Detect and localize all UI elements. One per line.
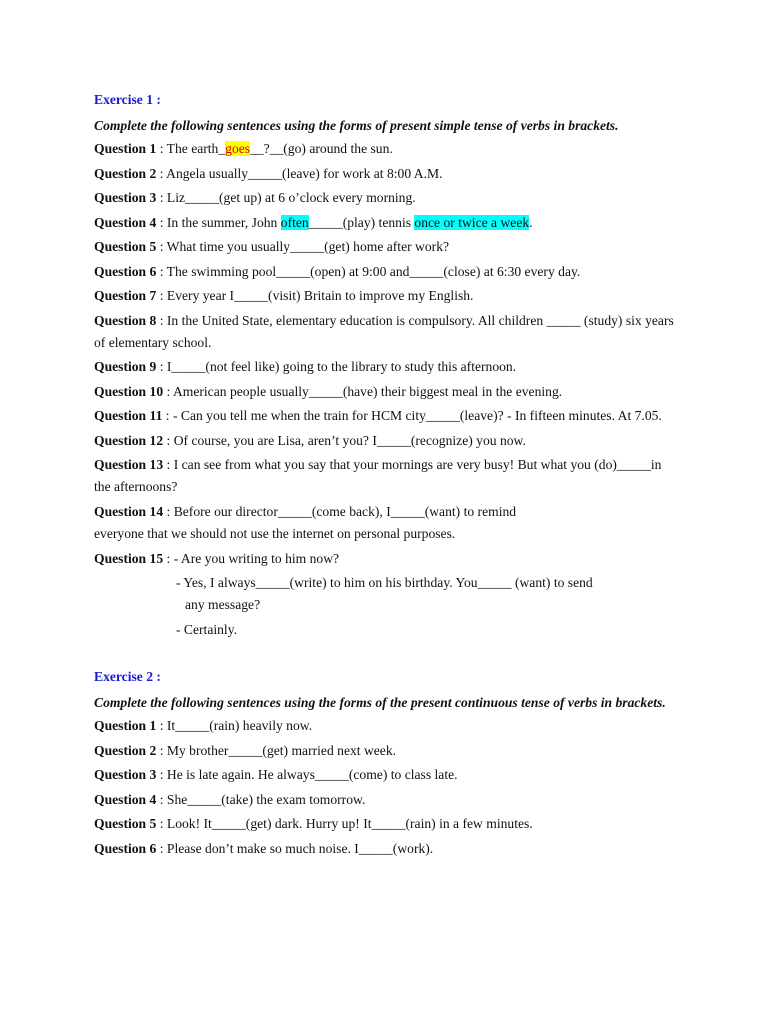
question-text: : Look! It_____(get) dark. Hurry up! It_____(rain) in a few minutes. bbox=[156, 816, 533, 831]
question-text: : The swimming pool_____(open) at 9:00 and_____(close) at 6:30 every day. bbox=[156, 263, 581, 279]
question-label: Question 4 bbox=[94, 791, 157, 807]
ex1-question-15-reply bbox=[94, 572, 674, 616]
ex1-question-14-continuation: everyone that we should not use the internet on personal purposes. bbox=[94, 526, 456, 541]
ex1-question-1 bbox=[94, 138, 674, 160]
question-label: Question 8 bbox=[94, 312, 157, 328]
ex2-question-4 bbox=[94, 789, 674, 811]
question-label: Question 6 bbox=[94, 263, 157, 279]
ex1-question-5 bbox=[94, 236, 674, 258]
section-spacer bbox=[94, 643, 674, 667]
ex1-question-2 bbox=[94, 163, 674, 185]
document-page bbox=[94, 90, 674, 862]
question-label: Question 5 bbox=[94, 816, 157, 831]
question-text: : I_____(not feel like) going to the library to study this afternoon. bbox=[156, 359, 517, 374]
question-label: Question 5 bbox=[94, 239, 157, 254]
question-text: : My brother_____(get) married next week. bbox=[156, 742, 397, 758]
highlighted-answer: goes bbox=[225, 141, 251, 156]
ex1-question-3 bbox=[94, 187, 674, 209]
ex2-question-1 bbox=[94, 715, 674, 737]
ex1-question-15-answer: - Certainly. bbox=[176, 621, 238, 637]
exercise-1-title: Exercise 1 : bbox=[94, 92, 161, 107]
question-label: Question 10 bbox=[94, 383, 164, 399]
exercise-2-title: Exercise 2 : bbox=[94, 669, 161, 684]
exercise-1-instruction: Complete the following sentences using the forms of present simple tense of verbs in brackets. bbox=[94, 118, 619, 133]
ex1-question-4 bbox=[94, 212, 674, 234]
ex1-question-7 bbox=[94, 285, 674, 307]
question-text: : I can see from what you say that your mornings are very busy! But what you (do)_____in the afternoons? bbox=[94, 457, 662, 494]
question-text: : Every year I_____(visit) Britain to improve my English. bbox=[156, 288, 474, 303]
question-label: Question 1 bbox=[94, 141, 157, 156]
question-label: Question 15 bbox=[94, 550, 164, 566]
question-label: Question 3 bbox=[94, 190, 157, 205]
ex1-question-15 bbox=[94, 548, 674, 570]
question-text: : Of course, you are Lisa, aren’t you? I_____(recognize) you now. bbox=[163, 432, 526, 448]
question-text: : Angela usually_____(leave) for work at 8:00 A.M. bbox=[156, 165, 443, 181]
question-text: : American people usually_____(have) their biggest meal in the evening. bbox=[163, 383, 563, 399]
question-label: Question 7 bbox=[94, 288, 157, 303]
ex1-question-12 bbox=[94, 430, 674, 452]
reply-line-continued: any message? bbox=[185, 597, 261, 612]
question-label: Question 14 bbox=[94, 503, 164, 519]
question-label: Question 2 bbox=[94, 742, 157, 758]
ex2-question-6 bbox=[94, 838, 674, 860]
highlighted-word: often bbox=[280, 214, 309, 230]
question-text: : She_____(take) the exam tomorrow. bbox=[156, 791, 366, 807]
question-label: Question 6 bbox=[94, 840, 157, 856]
question-text: __?__(go) around the sun. bbox=[250, 141, 393, 156]
ex2-question-3 bbox=[94, 764, 674, 786]
reply-line: - Yes, I always_____(write) to him on his birthday. You_____ (want) to send bbox=[176, 575, 593, 590]
question-label: Question 11 bbox=[94, 408, 163, 423]
ex1-question-9 bbox=[94, 356, 674, 378]
ex2-question-2 bbox=[94, 740, 674, 762]
question-text: : Liz_____(get up) at 6 o’clock every morning. bbox=[156, 190, 416, 205]
question-label: Question 2 bbox=[94, 165, 157, 181]
exercise-2-instruction: Complete the following sentences using the forms of the present continuous tense of verbs in brackets. bbox=[94, 695, 666, 710]
question-text: : - Are you writing to him now? bbox=[163, 550, 340, 566]
question-text: : In the United State, elementary education is compulsory. All children _____ (study) six years of elementary school. bbox=[94, 312, 674, 350]
question-label: Question 9 bbox=[94, 359, 157, 374]
ex1-question-6 bbox=[94, 261, 674, 283]
question-text: : The earth_ bbox=[156, 141, 226, 156]
ex1-question-11 bbox=[94, 405, 674, 427]
question-label: Question 4 bbox=[94, 214, 157, 230]
question-text: : What time you usually_____(get) home after work? bbox=[156, 239, 450, 254]
ex1-question-10 bbox=[94, 381, 674, 403]
ex1-question-14 bbox=[94, 501, 674, 523]
question-text: : Before our director_____(come back), I_____(want) to remind bbox=[163, 503, 517, 519]
question-label: Question 13 bbox=[94, 457, 164, 472]
question-text: : In the summer, John bbox=[156, 214, 281, 230]
question-label: Question 1 bbox=[94, 718, 157, 733]
question-label: Question 3 bbox=[94, 767, 157, 782]
question-text: : It_____(rain) heavily now. bbox=[156, 718, 313, 733]
question-text: . bbox=[529, 214, 533, 230]
question-text: : He is late again. He always_____(come) to class late. bbox=[156, 767, 458, 782]
question-label: Question 12 bbox=[94, 432, 164, 448]
question-text: _____(play) tennis bbox=[308, 214, 415, 230]
question-text: : Please don’t make so much noise. I_____(work). bbox=[156, 840, 434, 856]
ex1-question-13 bbox=[94, 454, 674, 498]
highlighted-phrase: once or twice a week bbox=[414, 214, 530, 230]
question-text: : - Can you tell me when the train for HCM city_____(leave)? - In fifteen minutes. At 7.05. bbox=[162, 408, 662, 423]
ex1-question-8 bbox=[94, 310, 674, 354]
ex2-question-5 bbox=[94, 813, 674, 835]
